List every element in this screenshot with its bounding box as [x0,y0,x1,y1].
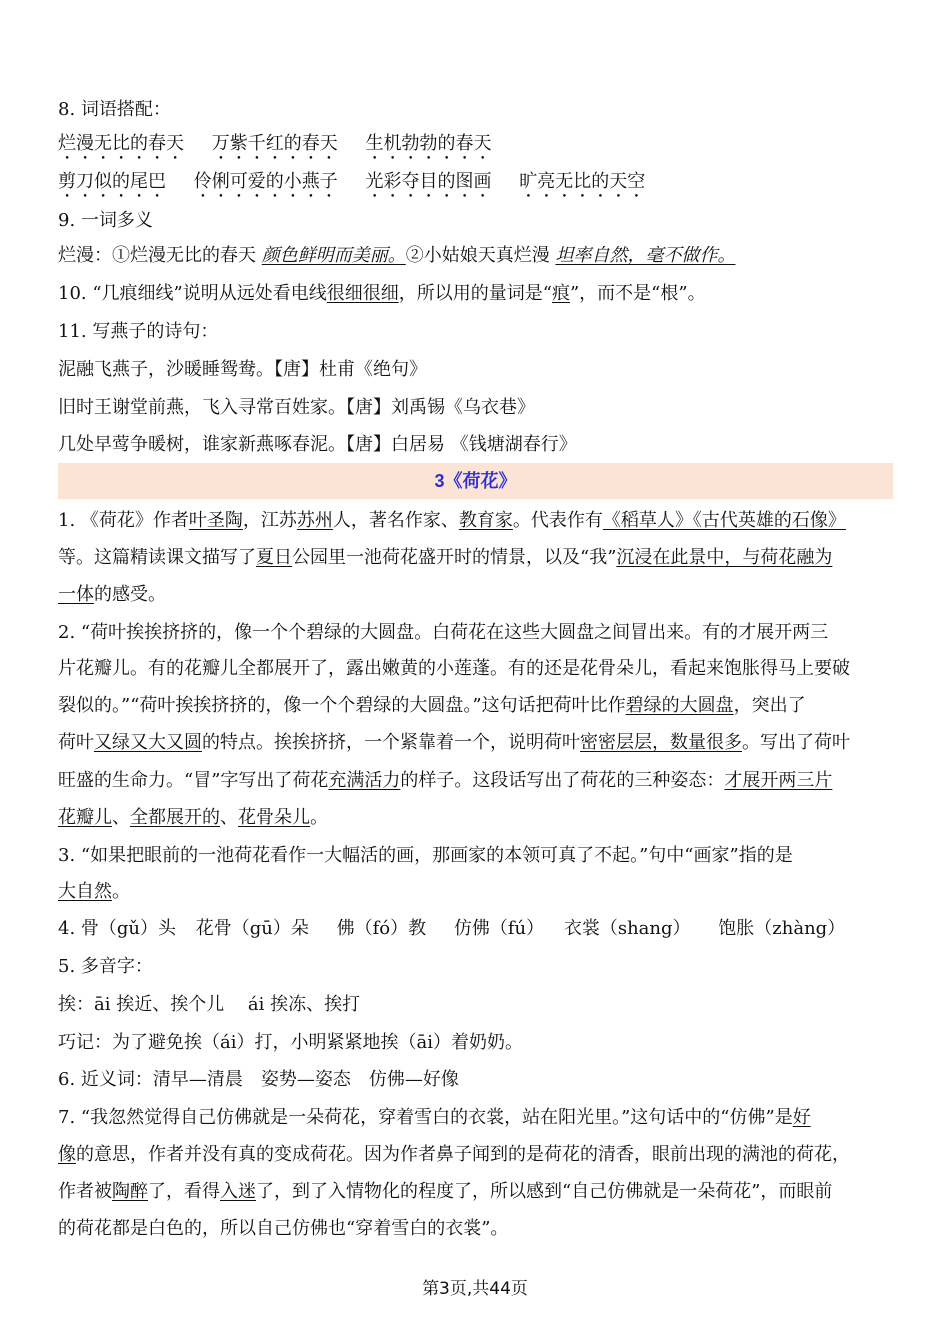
item-5-tip: 巧记：为了避免挨（ái）打，小明紧紧地挨（āi）着奶奶。 [58,1032,523,1053]
text: 荷叶 [58,732,94,753]
text: 的意思，作者并没有真的变成荷花。因为作者鼻子闻到的是荷花的清香，眼前出现的满池的荷花， [76,1144,850,1165]
text: 的特点。挨挨挤挤，一个紧靠着一个，说明荷叶 [202,732,580,753]
text: 、 [112,807,130,828]
item-1-line-1 [58,509,846,533]
text: 。代表作有 [512,510,603,531]
collocation-row-2 [58,170,645,202]
word-pinyin: 花骨（gū）朵 [195,918,309,939]
answer: 沉浸在此景中，与荷花融为 [616,547,833,568]
item-7-line-2 [58,1143,850,1167]
answer: 陶醉 [112,1181,148,1202]
text: ，江苏 [242,510,297,531]
poem-line: 旧时王谢堂前燕，飞入寻常百姓家。【唐】刘禹锡《乌衣巷》 [58,397,535,418]
answer: 痕 [551,283,570,304]
answer: 大自然 [58,881,112,902]
polysemy-mid: ②小姑娘天真烂漫 [405,245,550,266]
answer: 《稻草人》《古代英雄的石像》 [602,510,846,531]
text: 、 [220,807,238,828]
word-pinyin: 衣裳（shang） [563,918,691,939]
phrase: 旷亮无比的天空 [519,171,646,192]
item-5-line: 挨：āi 挨近、挨个儿 ái 挨冻、挨打 [58,994,361,1015]
answer: 像 [58,1144,76,1165]
item-2-line-2: 片花瓣儿。有的花瓣儿全都展开了，露出嫩黄的小莲蓬。有的还是花骨朵儿，看起来饱胀得马上要破 [58,658,850,679]
text: 。 [112,881,130,902]
item-3-line-1: 3. “如果把眼前的一池荷花看作一大幅活的画，那画家的本领可真了不起。”句中“画家”指的是 [58,845,793,866]
word-pinyin: 佛（fó）教 [336,918,427,939]
word-pinyin: 仿佛（fú） [453,918,545,939]
phrase: 烂漫无比的春天 [58,133,184,154]
text: 7. “我忽然觉得自己仿佛就是一朵荷花，穿着雪白的衣裳，站在阳光里。”这句话中的“仿佛”是 [58,1107,793,1128]
answer: 叶圣陶 [188,510,243,531]
item-7-line-3 [58,1180,832,1204]
item-7-line-1 [58,1106,811,1130]
text: 了，到了入情物化的程度了，所以感到“自己仿佛就是一朵荷花”，而眼前 [256,1181,833,1202]
poem-line: 泥融飞燕子，沙暖睡鸳鸯。【唐】杜甫《绝句》 [58,359,427,380]
answer: 苏州 [296,510,333,531]
text: ，突出了 [733,695,806,716]
text: 作者被 [58,1181,112,1202]
item-2-line-4 [58,731,850,755]
polysemy-line [58,244,735,268]
text: 旺盛的生命力。“冒”字写出了荷花 [58,770,329,791]
word-pinyin: 饱胀（zhàng） [718,918,846,939]
section-10 [58,282,706,306]
item-2-line-3 [58,694,806,718]
collocation-row-1 [58,132,491,164]
answer: 花瓣儿 [58,807,112,828]
item-3-line-2 [58,880,130,904]
text: 的样子。这段话写出了荷花的三种姿态： [400,770,725,791]
section-9-title: 9. 一词多义 [58,210,153,231]
page-footer: 第3页,共44页 [422,1279,528,1299]
phrase: 剪刀似的尾巴 [58,171,166,192]
phrase: 伶俐可爱的小燕子 [193,171,338,192]
text: 的感受。 [94,584,166,605]
phrase: 生机勃勃的春天 [365,133,492,154]
text: 公园里一池荷花盛开时的情景，以及“我” [292,547,617,568]
item-1-line-2 [58,546,832,570]
answer-2: 坦率自然，毫不做作。 [555,245,736,266]
phrase: 万紫千红的春天 [211,133,338,154]
text: 。写出了荷叶 [742,732,850,753]
text: 人，著名作家、 [332,510,459,531]
item-2-line-6 [58,806,328,830]
answer: 才展开两三片 [724,770,833,791]
text: 10. “几痕细线”说明从远处看电线 [58,283,327,304]
answer-1: 颜色鲜明而美丽。 [261,245,406,266]
answer: 花骨朵儿 [238,807,310,828]
word-pinyin: 4. 骨（gǔ）头 [58,918,177,939]
answer: 密密层层，数量很多 [580,732,742,753]
text: 等。这篇精读课文描写了 [58,547,256,568]
answer: 一体 [58,584,94,605]
text: ”，而不是“根”。 [569,283,706,304]
answer: 好 [792,1107,811,1128]
phrase: 光彩夺目的图画 [365,171,492,192]
section-11-title: 11. 写燕子的诗句： [58,321,219,342]
poem-line: 几处早莺争暖树，谁家新燕啄春泥。【唐】白居易 《钱塘湖春行》 [58,434,577,455]
section-8-title: 8. 词语搭配： [58,99,171,120]
lesson-title: 3《荷花》 [434,471,517,491]
polysemy-prefix: 烂漫：①烂漫无比的春天 [58,245,256,266]
text: 裂似的。”“荷叶挨挨挤挤的，像一个个碧绿的大圆盘。”这句话把荷叶比作 [58,695,626,716]
lesson-header-bar [58,463,893,499]
answer: 夏日 [256,547,292,568]
text: ，所以用的量词是“ [398,283,552,304]
item-2-line-5 [58,769,832,793]
text: 1. 《荷花》作者 [58,510,189,531]
item-5-title: 5. 多音字： [58,956,153,977]
item-2-line-1: 2. “荷叶挨挨挤挤的，像一个个碧绿的大圆盘。白荷花在这些大圆盘之间冒出来。有的才展开两三 [58,622,829,643]
answer: 教育家 [458,510,513,531]
item-6-synonyms: 6. 近义词：清早—清晨 姿势—姿态 仿佛—好像 [58,1069,459,1090]
item-1-line-3 [58,583,166,607]
answer: 碧绿的大圆盘 [625,695,734,716]
answer: 又绿又大又圆 [94,732,202,753]
text: 。 [310,807,328,828]
answer: 很细很细 [326,283,399,304]
item-4-pronunciation [58,917,845,941]
item-7-line-4: 的荷花都是白色的，所以自己仿佛也“穿着雪白的衣裳”。 [58,1218,509,1239]
text: 了，看得 [148,1181,220,1202]
answer: 入迷 [220,1181,256,1202]
answer: 充满活力 [328,770,401,791]
answer: 全都展开的 [130,807,220,828]
